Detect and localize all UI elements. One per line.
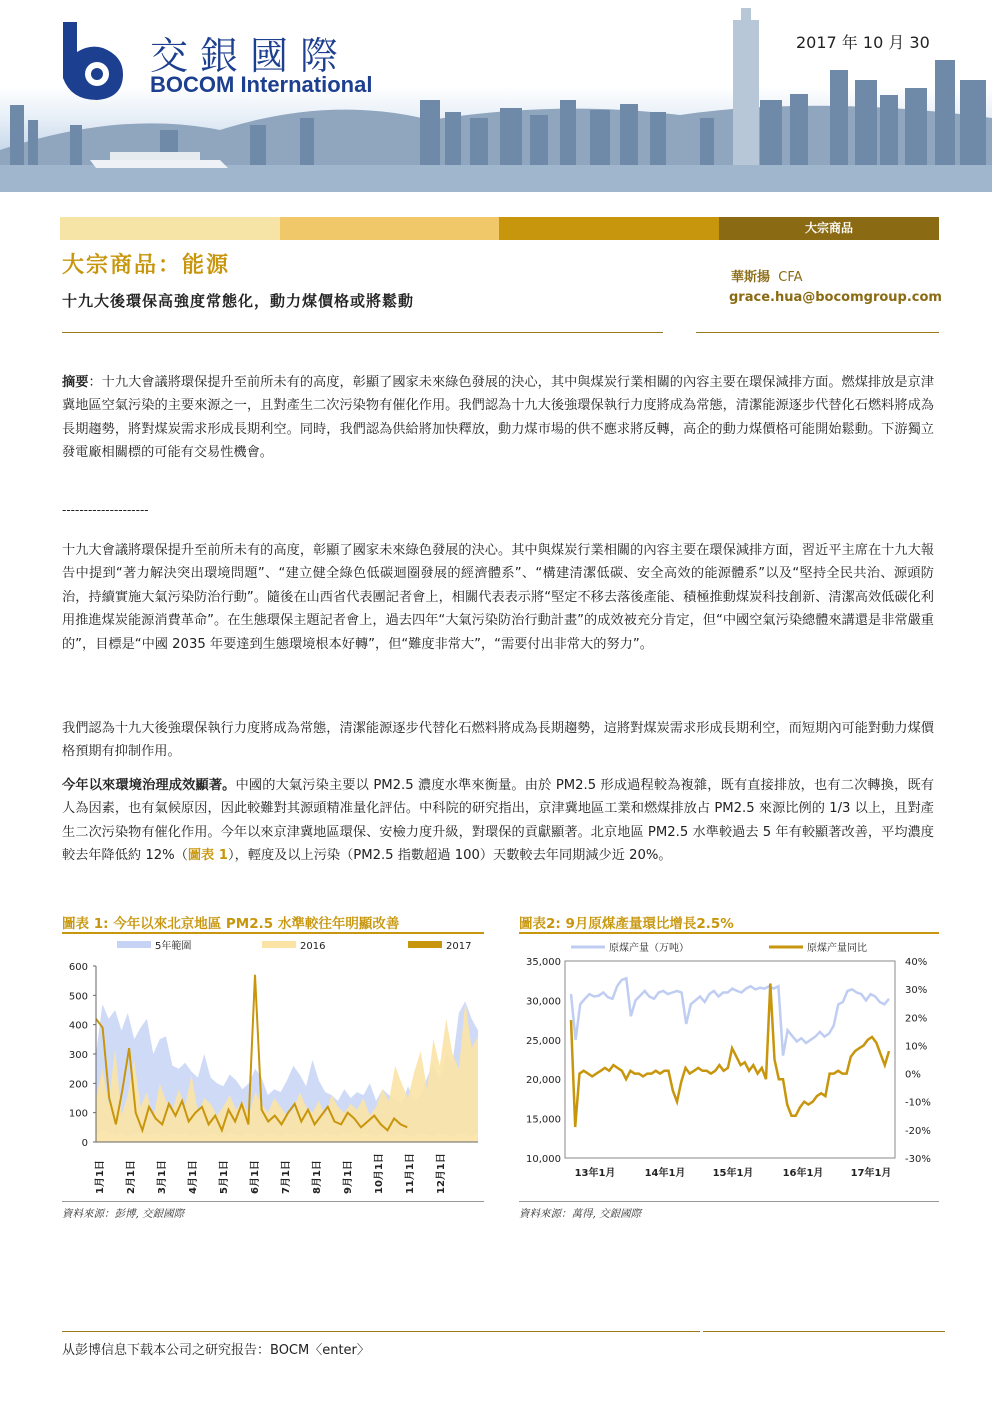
logo-english-name: BOCOM International — [150, 72, 373, 97]
band-sector-label: 大宗商品 — [804, 221, 853, 235]
x-tick-label: 13年1月 — [574, 1168, 616, 1179]
x-tick-label: 6月1日 — [250, 1160, 261, 1194]
divider — [696, 332, 939, 333]
x-tick-label: 16年1月 — [782, 1168, 824, 1179]
figure-reference-link[interactable]: 圖表 1 — [187, 848, 228, 864]
x-tick-label: 3月1日 — [157, 1160, 168, 1194]
y-right-tick-label: 40% — [905, 957, 928, 968]
y-left-tick-label: 15,000 — [526, 1114, 561, 1126]
y-left-tick-label: 25,000 — [526, 1035, 561, 1047]
figure-2-title: 圖表2: 9月原煤產量環比增長2.5% — [519, 916, 734, 932]
y-tick-label: 100 — [68, 1108, 88, 1120]
report-headline: 十九大後環保高強度常態化，動力煤價格或將鬆動 — [62, 292, 415, 310]
x-tick-label: 9月1日 — [343, 1160, 354, 1194]
x-tick-label: 4月1日 — [188, 1160, 199, 1194]
x-tick-label: 1月1日 — [95, 1160, 106, 1194]
abstract-paragraph — [62, 371, 934, 465]
abstract-text: ：十九大會議將環保提升至前所未有的高度，彰顯了國家未來綠色發展的決心，其中與煤炭行業相關的內容主要在環保減排方面。燃煤排放是京津冀地區空氣污染的主要來源之一，且對產生二次污染物有催化作用。我們認為十九大後強環保執行力度將成為常態，清潔能源逐步代替化石燃料將成為長期趨勢，將對煤炭需求形成長期利空。同時，我們認為供給將加快釋放，動力煤市場的供不應求將反轉，高企的動力煤價格可能開始鬆動。下游獨立發電廠相關標的可能有交易性機會。 — [62, 375, 935, 461]
y-left-tick-label: 35,000 — [526, 957, 561, 968]
y-tick-label: 300 — [68, 1050, 88, 1061]
y-right-tick-label: 10% — [905, 1041, 928, 1053]
x-tick-label: 10月1日 — [374, 1153, 385, 1194]
figure-2-source: 資料來源：萬得, 交銀國際 — [519, 1208, 642, 1220]
y-tick-label: 600 — [68, 962, 88, 973]
paragraph-lead: 今年以來環境治理成效顯著。 — [62, 778, 236, 793]
y-right-tick-label: -10% — [905, 1097, 931, 1109]
header-banner — [0, 0, 992, 192]
analyst-email-link[interactable]: grace.hua@bocomgroup.com — [729, 290, 942, 305]
x-tick-label: 15年1月 — [712, 1168, 754, 1179]
bocom-logo-icon — [55, 22, 125, 100]
y-right-tick-label: 30% — [905, 985, 928, 997]
y-left-tick-label: 20,000 — [526, 1075, 561, 1087]
legend-swatch — [262, 941, 296, 948]
paragraph-text-tail: ），輕度及以上污染（PM2.5 指數超過 100）天數較去年同期減少近 20%。 — [227, 848, 672, 864]
footer-divider — [703, 1331, 945, 1332]
y-tick-label: 500 — [68, 991, 88, 1003]
abstract-label: 摘要 — [62, 375, 89, 390]
figure-1-source: 資料來源：彭博, 交銀國際 — [62, 1208, 185, 1220]
coal-production-chart — [519, 936, 941, 1198]
y-tick-label: 200 — [68, 1079, 88, 1091]
legend-label: 原煤产量（万吨） — [609, 943, 689, 954]
x-tick-label: 8月1日 — [312, 1160, 323, 1194]
x-tick-label: 7月1日 — [281, 1160, 292, 1194]
legend-label: 5年範圍 — [155, 941, 192, 952]
x-tick-label: 17年1月 — [850, 1168, 892, 1179]
series-yoy-line — [571, 984, 889, 1128]
legend-label: 原煤产量同比 — [807, 943, 867, 954]
y-right-tick-label: 20% — [905, 1013, 928, 1025]
footer-divider — [62, 1331, 700, 1332]
footer-download-note: 从彭博信息下载本公司之研究报告：BOCM〈enter〉 — [62, 1343, 370, 1358]
body-paragraph-3 — [62, 774, 934, 868]
y-right-tick-label: -30% — [905, 1154, 931, 1165]
band-segment — [280, 217, 499, 240]
band-segment — [499, 217, 719, 240]
legend-swatch — [408, 941, 442, 948]
body-paragraph-2: 我們認為十九大後強環保執行力度將成為常態，清潔能源逐步代替化石燃料將成為長期趨勢，這將對煤炭需求形成長期利空，而短期內可能對動力煤價格預期有抑制作用。 — [62, 721, 934, 760]
divider — [519, 932, 939, 934]
body-paragraph-1: 十九大會議將環保提升至前所未有的高度，彰顯了國家未來綠色發展的決心。其中與煤炭行業相關的內容主要在環保減排方面，習近平主席在十九大報告中提到“著力解決突出環境問題”、“建立健全綠色低碳迴圈發展的經濟體系”、“構建清潔低碳、安全高效的能源體系”以及“堅持全民共治、源頭防治，持續實施大氣污染防治行動”。隨後在山西省代表團記者會上，相關代表表示將“堅定不移去落後產能、積極推動煤炭科技創新、清潔高效低碳化利用推進煤炭能源消費革命”。在生態環保主題記者會上，過去四年“大氣污染防治行動計畫”的成效被充分肯定，但“中國空氣污染總體來講還是非常嚴重的”，目標是“中國 2035 年要達到生態環境根本好轉”，但“難度非常大”，“需要付出非常大的努力”。 — [62, 543, 934, 652]
analyst-credential: CFA — [778, 270, 803, 285]
divider — [62, 932, 484, 934]
sector-color-band — [60, 217, 939, 240]
analyst-name-line — [731, 266, 803, 285]
x-tick-label: 2月1日 — [126, 1160, 137, 1194]
series-production-line — [571, 978, 889, 1055]
divider — [519, 1201, 939, 1202]
divider — [62, 332, 663, 333]
x-tick-label: 12月1日 — [436, 1153, 447, 1194]
legend-label: 2017 — [446, 941, 472, 952]
x-tick-label: 5月1日 — [219, 1160, 230, 1194]
separator-line: -------------------- — [62, 503, 149, 517]
logo-chinese-name: 交銀國際 — [150, 34, 351, 78]
y-right-tick-label: -20% — [905, 1125, 931, 1137]
skyline-illustration — [0, 0, 992, 192]
legend-swatch — [117, 941, 151, 948]
y-left-tick-label: 30,000 — [526, 996, 561, 1008]
x-tick-label: 11月1日 — [405, 1153, 416, 1194]
figure-1-title: 圖表 1: 今年以來北京地區 PM2.5 水準較往年明顯改善 — [62, 916, 400, 932]
analyst-name: 華斯揚 — [731, 270, 771, 285]
pm25-chart — [62, 936, 484, 1198]
x-tick-label: 14年1月 — [644, 1168, 686, 1179]
y-tick-label: 0 — [81, 1138, 88, 1149]
y-right-tick-label: 0% — [905, 1069, 921, 1081]
paragraph-text: 中國的大氣污染主要以 PM2.5 濃度水準來衡量。由於 PM2.5 形成過程較為複雜，既有直接排放，也有二次轉換，既有人為因素，也有氣候原因，因此較難對其源頭精准量化評估。中科院的研究指出，京津冀地區工業和燃煤排放占 PM2.5 來源比例的 1/3 以上，且對產生二次污染物有催化作用。今年以來京津冀地區環保、安檢力度升級，對環保的貢獻顯著。北京地區 PM2.5 水準較過去 5 年有較顯著改善，平均濃度較去年降低約 12%（ — [62, 778, 934, 864]
band-segment — [60, 217, 280, 240]
y-tick-label: 400 — [68, 1020, 88, 1032]
divider — [62, 1201, 484, 1202]
y-left-tick-label: 10,000 — [526, 1154, 561, 1165]
legend-label: 2016 — [300, 941, 326, 952]
report-date: 2017 年 10 月 30 — [796, 33, 930, 52]
sector-title: 大宗商品：能源 — [62, 253, 231, 278]
